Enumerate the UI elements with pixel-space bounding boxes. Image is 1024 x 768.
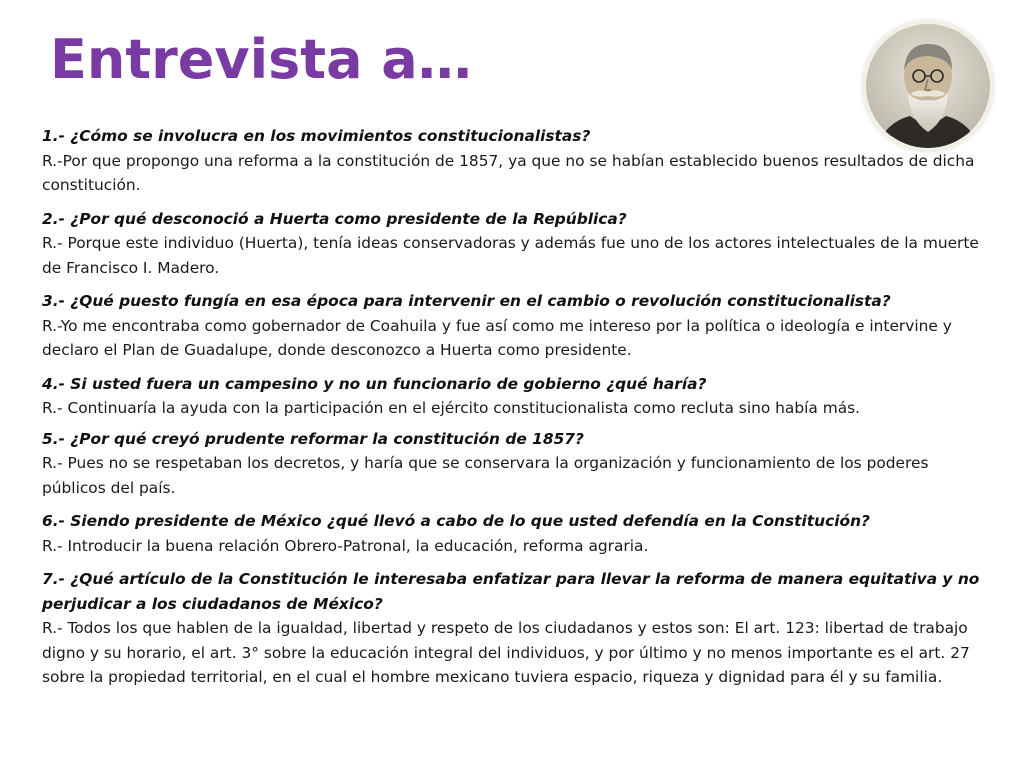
qa-item-4 xyxy=(42,372,982,421)
answer-2: R.- Porque este individuo (Huerta), tenía ideas conservadoras y además fue uno de los actores intelectuales de la muerte de Francisco I. Madero. xyxy=(42,234,979,277)
qa-item-3 xyxy=(42,289,982,363)
question-5: 5.- ¿Por qué creyó prudente reformar la constitución de 1857? xyxy=(42,429,584,448)
question-2: 2.- ¿Por qué desconoció a Huerta como presidente de la República? xyxy=(42,209,627,228)
slide-title: Entrevista a… xyxy=(50,28,472,91)
answer-6: R.- Introducir la buena relación Obrero-Patronal, la educación, reforma agraria. xyxy=(42,536,649,555)
answer-7: R.- Todos los que hablen de la igualdad, libertad y respeto de los ciudadanos y estos son: El art. 123: libertad de trabajo digno y su horario, el art. 3° sobre la educación integral del individuos, y por último y no menos importante es el art. 27 sobre la propiedad territorial, en el cual el hombre mexicano tuviera espacio, riqueza y dignidad para él y su familia. xyxy=(42,619,970,686)
question-1: 1.- ¿Cómo se involucra en los movimientos constitucionalistas? xyxy=(42,127,591,145)
question-7: 7.- ¿Qué artículo de la Constitución le interesaba enfatizar para llevar la reforma de manera equitativa y no perjudicar a los ciudadanos de México? xyxy=(42,570,980,613)
question-4: 4.- Si usted fuera un campesino y no un funcionario de gobierno ¿qué haría? xyxy=(42,374,707,393)
qa-item-2 xyxy=(42,207,982,281)
qa-item-5 xyxy=(42,427,982,501)
answer-1: R.-Por que propongo una reforma a la constitución de 1857, ya que no se habían establecido buenos resultados de dicha constitución. xyxy=(42,151,975,194)
qa-item-6 xyxy=(42,509,982,558)
qa-item-1 xyxy=(42,124,982,198)
interview-qa-list xyxy=(42,124,982,690)
answer-3: R.-Yo me encontraba como gobernador de Coahuila y fue así como me intereso por la política o ideología e intervine y declaro el Plan de Guadalupe, donde desconozco a Huerta como presidente. xyxy=(42,316,952,359)
answer-5: R.- Pues no se respetaban los decretos, y haría que se conservara la organización y funcionamiento de los poderes públicos del país. xyxy=(42,454,929,497)
qa-item-7 xyxy=(42,567,982,690)
question-6: 6.- Siendo presidente de México ¿qué llevó a cabo de lo que usted defendía en la Constitución? xyxy=(42,512,870,530)
answer-4: R.- Continuaría la ayuda con la participación en el ejército constitucionalista como recluta sino había más. xyxy=(42,399,861,417)
question-3: 3.- ¿Qué puesto fungía en esa época para intervenir en el cambio o revolución constitucionalista? xyxy=(42,292,891,310)
